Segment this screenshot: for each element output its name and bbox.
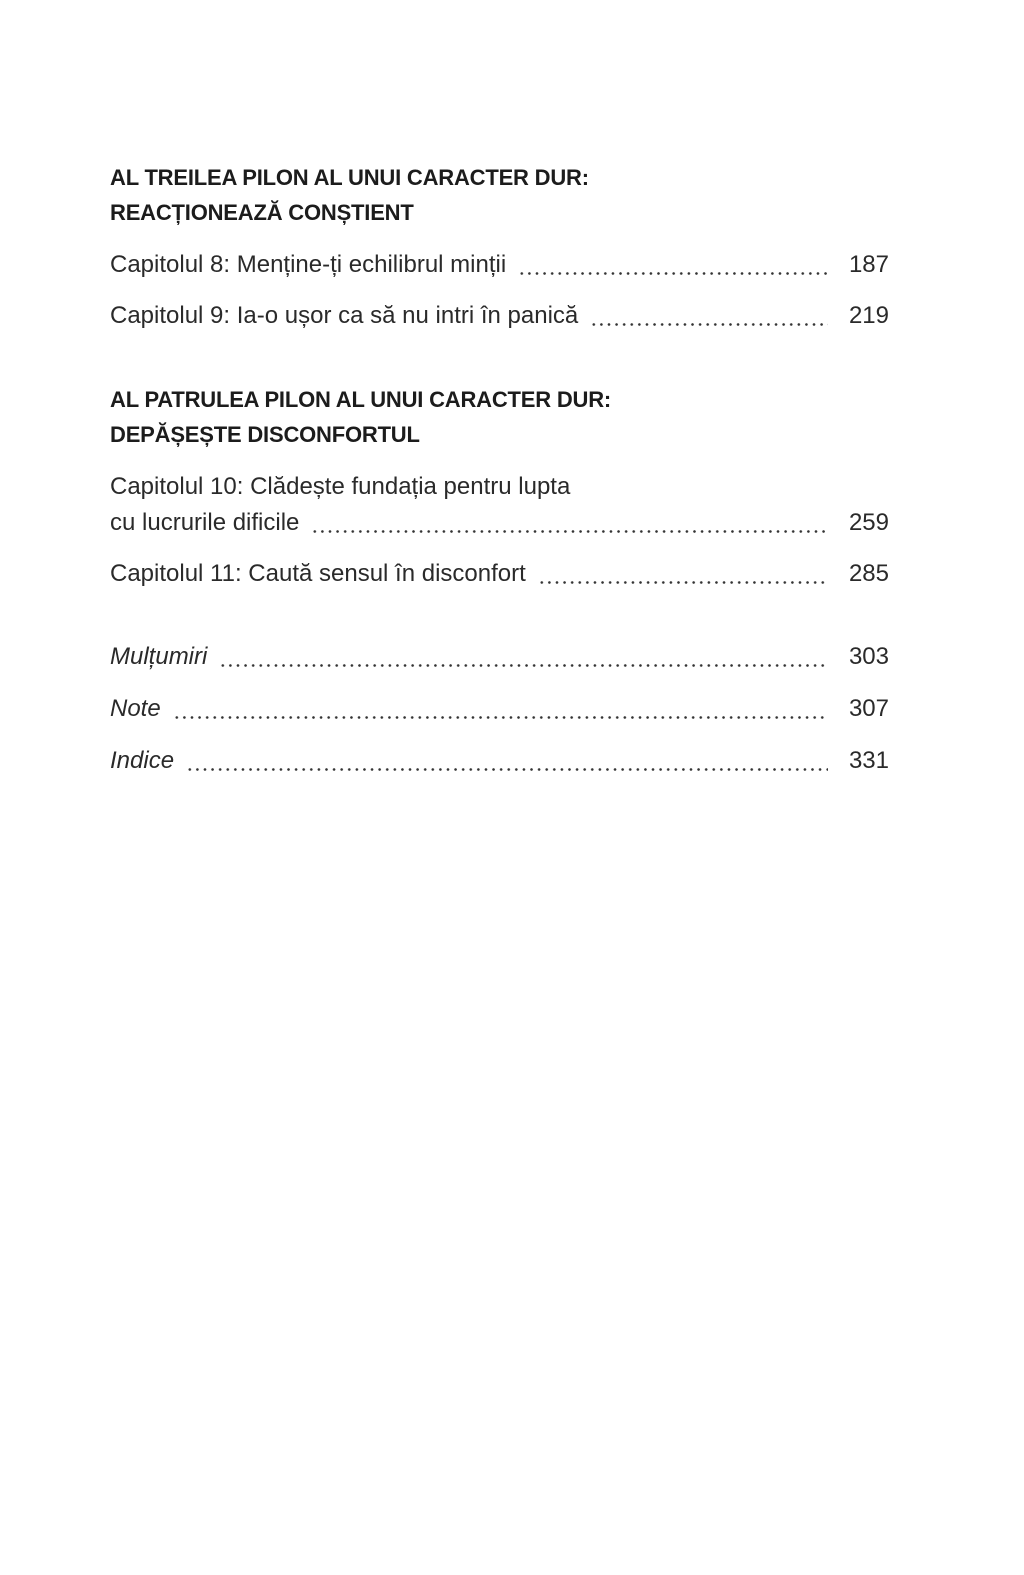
- dot-leader: [518, 247, 828, 283]
- toc-entry-title: Capitolul 8: Menține-ți echilibrul minții: [110, 251, 507, 278]
- toc-entry-title: Note: [110, 695, 161, 722]
- section-heading-line-1: AL PATRULEA PILON AL UNUI CARACTER DUR:: [110, 387, 612, 412]
- toc-entry-title-continued: cu lucrurile dificile: [110, 509, 300, 536]
- toc-entry-page-number: 259: [848, 509, 889, 536]
- toc-entry-notes: [110, 691, 889, 727]
- dot-leader: [538, 556, 828, 592]
- toc-entry-title: Capitolul 11: Caută sensul în disconfort: [110, 560, 526, 587]
- dot-leader: [219, 639, 828, 675]
- dot-leader: [186, 743, 828, 779]
- toc-section-fourth-pillar: [110, 382, 889, 592]
- toc-entry-page-number: 187: [848, 251, 889, 278]
- toc-entry-title: Mulțumiri: [110, 643, 208, 670]
- dot-leader: [590, 298, 828, 334]
- section-heading-line-1: AL TREILEA PILON AL UNUI CARACTER DUR:: [110, 165, 589, 190]
- toc-entry-chapter-9: [110, 298, 889, 334]
- toc-entry-page-number: 331: [848, 747, 889, 774]
- toc-section-third-pillar: [110, 160, 889, 334]
- dot-leader: [311, 505, 828, 541]
- toc-entry-page-number: 307: [848, 695, 889, 722]
- toc-entry-title: Capitolul 10: Clădește fundația pentru lupta: [110, 473, 571, 500]
- dot-leader: [173, 691, 828, 727]
- toc-entry-title: Capitolul 9: Ia-o ușor ca să nu intri în panică: [110, 302, 579, 329]
- section-heading-line-2: DEPĂȘEȘTE DISCONFORTUL: [110, 422, 420, 447]
- table-of-contents: [110, 160, 889, 779]
- toc-entry-chapter-8: [110, 247, 889, 283]
- toc-entry-page-number: 219: [848, 302, 889, 329]
- section-heading-line-2: REACȚIONEAZĂ CONȘTIENT: [110, 200, 414, 225]
- toc-entry-index: [110, 743, 889, 779]
- section-heading: [110, 382, 889, 452]
- section-heading: [110, 160, 889, 230]
- toc-entry-chapter-11: [110, 556, 889, 592]
- toc-entry-title: Indice: [110, 747, 175, 774]
- toc-back-matter: [110, 639, 889, 779]
- toc-entry-page-number: 285: [848, 560, 889, 587]
- toc-entry-acknowledgements: [110, 639, 889, 675]
- toc-entry-chapter-10: [110, 469, 889, 541]
- toc-entry-page-number: 303: [848, 643, 889, 670]
